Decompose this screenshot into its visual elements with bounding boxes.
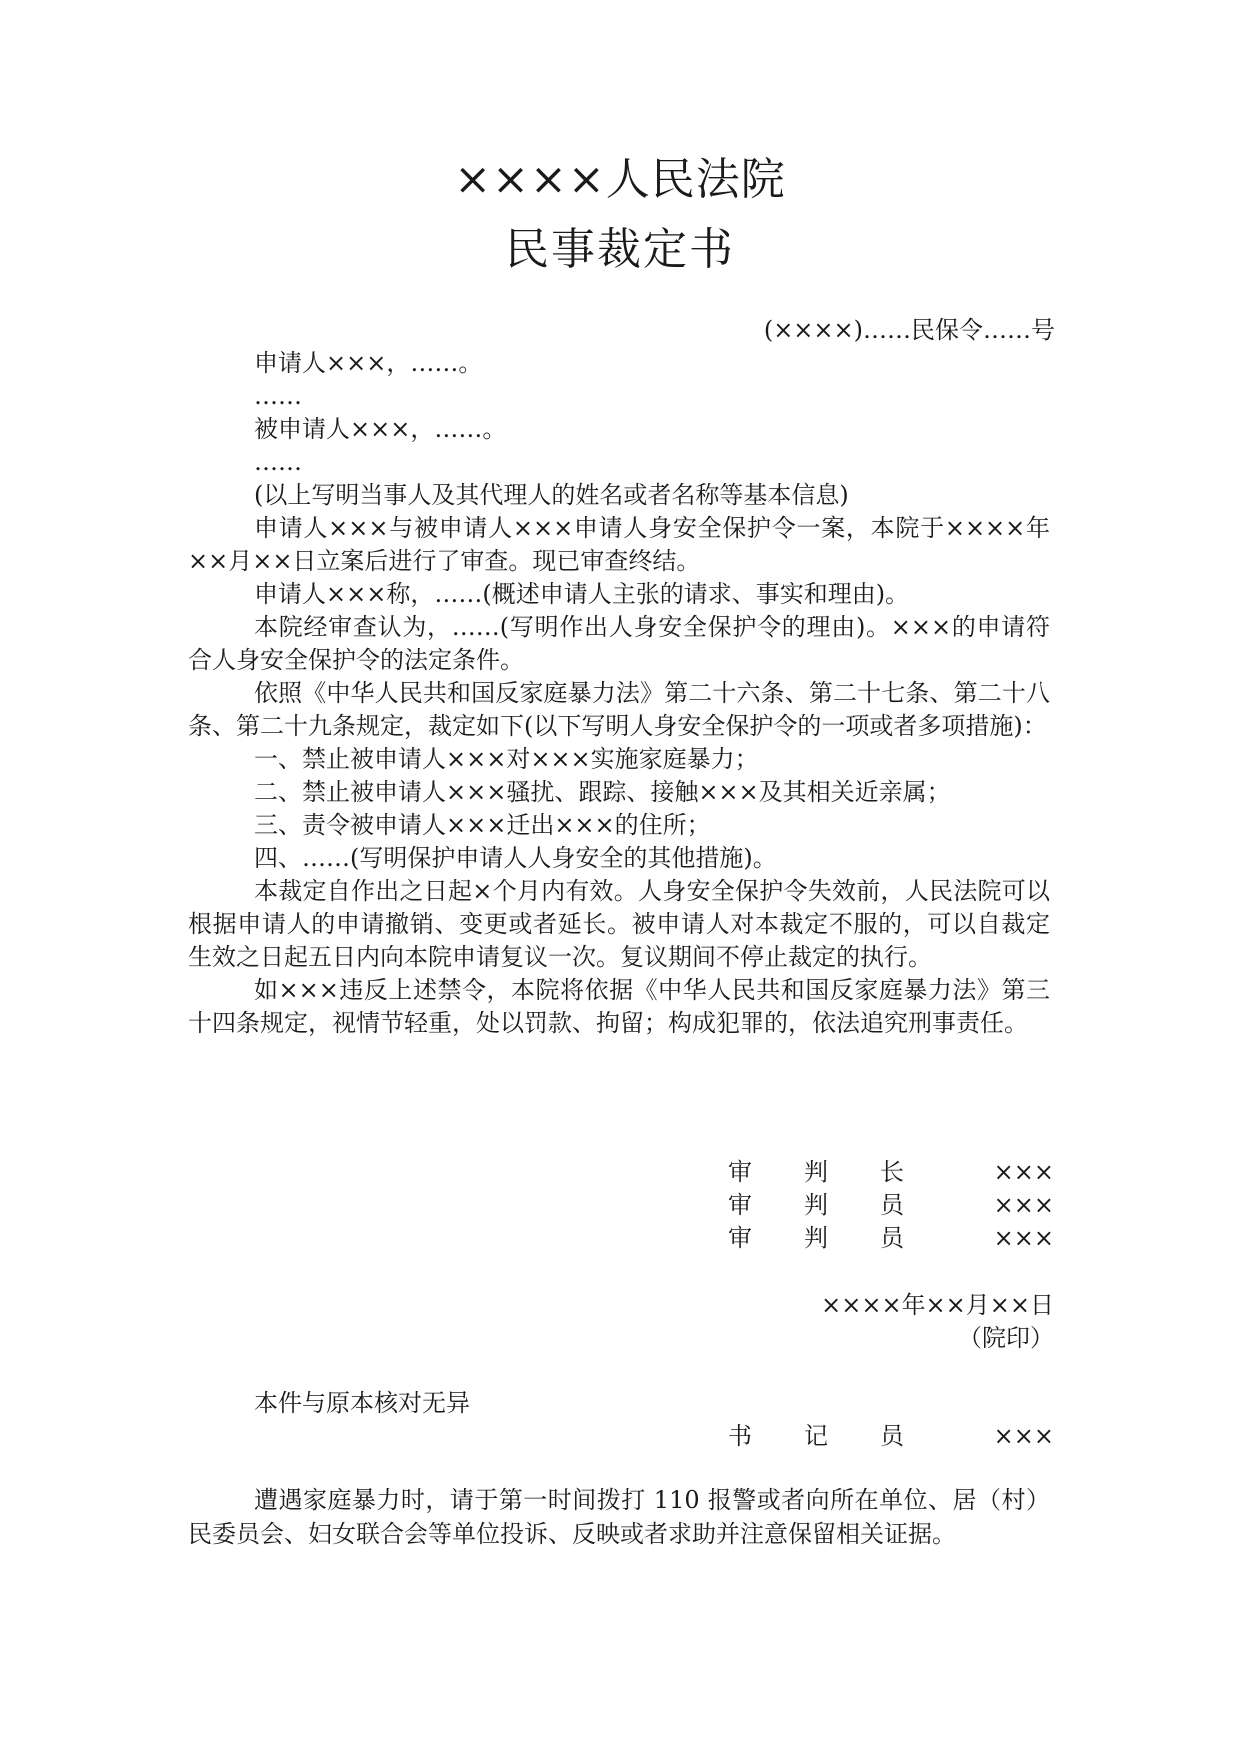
paragraph: (以上写明当事人及其代理人的姓名或者名称等基本信息) xyxy=(254,481,849,509)
paragraph: 本院经审查认为，……(写明作出人身安全保护令的理由)。×××的申请符合人身安全保护令的法定条件。 xyxy=(188,613,1050,674)
signature-clerk xyxy=(728,1419,1054,1453)
role-char: 记 xyxy=(804,1422,828,1450)
role-char: 员 xyxy=(880,1224,904,1252)
document-title: 民事裁定书 xyxy=(505,224,735,275)
notice-text: 遭遇家庭暴力时，请于第一时间拨打 110 报警或者向所在单位、居（村）民委员会、妇女联合会等单位投诉、反映或者求助并注意保留相关证据。 xyxy=(188,1486,1050,1548)
signature-role xyxy=(728,1221,904,1255)
signature-judge-1 xyxy=(728,1188,1054,1222)
paragraph: 如×××违反上述禁令，本院将依据《中华人民共和国反家庭暴力法》第三十四条规定，视情节轻重，处以罚款、拘留；构成犯罪的，依法追究刑事责任。 xyxy=(188,976,1050,1037)
ruling-date: ××××年××月××日 xyxy=(821,1291,1054,1319)
signature-judge-2 xyxy=(728,1221,1054,1255)
paragraph: 一、禁止被申请人×××对×××实施家庭暴力； xyxy=(254,745,759,773)
role-char: 书 xyxy=(728,1422,752,1450)
role-char: 员 xyxy=(880,1191,904,1219)
ruling-body xyxy=(188,347,1050,1040)
role-char: 判 xyxy=(804,1158,828,1186)
signature-name: ××× xyxy=(993,1158,1054,1186)
paragraph: 申请人×××，……。 xyxy=(254,349,483,377)
role-char: 员 xyxy=(880,1422,904,1450)
paragraph: 二、禁止被申请人×××骚扰、跟踪、接触×××及其相关近亲属； xyxy=(254,778,951,806)
domestic-violence-notice xyxy=(188,1483,1050,1551)
paragraph: 申请人×××与被申请人×××申请人身安全保护令一案，本院于××××年××月××日立案后进行了审查。现已审查终结。 xyxy=(188,514,1050,575)
signature-name: ××× xyxy=(993,1224,1054,1252)
paragraph: …… xyxy=(254,448,302,476)
role-char: 审 xyxy=(728,1224,752,1252)
court-seal-note: （院印） xyxy=(958,1324,1054,1352)
paragraph: 申请人×××称，……(概述申请人主张的请求、事实和理由)。 xyxy=(254,580,910,608)
case-number: (××××)……民保令……号 xyxy=(763,316,1055,344)
paragraph: 依照《中华人民共和国反家庭暴力法》第二十六条、第二十七条、第二十八条、第二十九条规定，裁定如下(以下写明人身安全保护令的一项或者多项措施)： xyxy=(188,679,1050,740)
paragraph: …… xyxy=(254,382,302,410)
verification-statement: 本件与原本核对无异 xyxy=(254,1389,470,1417)
paragraph: 四、……(写明保护申请人人身安全的其他措施)。 xyxy=(254,844,777,872)
paragraph: 三、责令被申请人×××迁出×××的住所； xyxy=(254,811,711,839)
role-char: 审 xyxy=(728,1191,752,1219)
signature-role xyxy=(728,1188,904,1222)
signature-presiding-judge xyxy=(728,1155,1054,1189)
paragraph: 本裁定自作出之日起×个月内有效。人身安全保护令失效前，人民法院可以根据申请人的申请撤销、变更或者延长。被申请人对本裁定不服的，可以自裁定生效之日起五日内向本院申请复议一次。复议期间不停止裁定的执行。 xyxy=(188,877,1050,971)
paragraph: 被申请人×××，……。 xyxy=(254,415,507,443)
signature-name: ××× xyxy=(993,1422,1054,1450)
signature-name: ××× xyxy=(993,1191,1054,1219)
role-char: 审 xyxy=(728,1158,752,1186)
court-name: ××××人民法院 xyxy=(454,154,786,205)
role-char: 判 xyxy=(804,1191,828,1219)
signature-role xyxy=(728,1419,904,1453)
signature-role xyxy=(728,1155,904,1189)
role-char: 判 xyxy=(804,1224,828,1252)
role-char: 长 xyxy=(880,1158,904,1186)
